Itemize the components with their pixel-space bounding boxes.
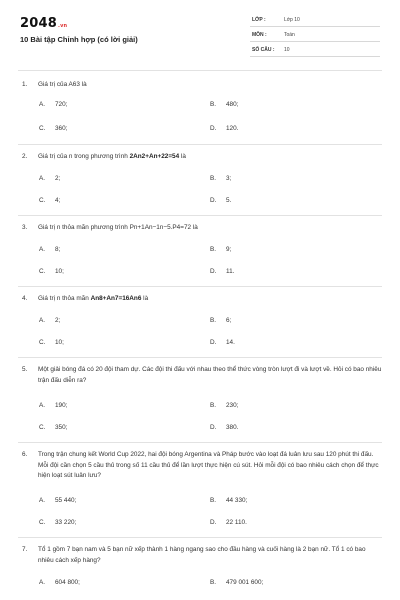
question-text: Giá trị n thỏa mãn phương trình Pn+1An−1n−5.P4=72 là xyxy=(38,224,198,231)
question-text: Một giải bóng đá có 20 đội tham dự. Các đội thi đấu với nhau theo thể thức vòng tròn lượt đi và lượt về. Hỏi có bao nhiêu trận đấu diễn ra? xyxy=(38,366,382,384)
option-b[interactable]: B. 44 330; xyxy=(210,497,248,504)
question-text: Tổ 1 gồm 7 bạn nam và 5 bạn nữ xếp thành 1 hàng ngang sao cho đầu hàng và cuối hàng là 2 bạn nữ. Tổ 1 có bao nhiêu cách xếp hàng? xyxy=(38,546,366,564)
document-title: 10 Bài tập Chỉnh hợp (có lời giải) xyxy=(20,35,138,44)
site-logo[interactable] xyxy=(20,16,67,31)
meta-key: SỐ CÂU : xyxy=(252,47,275,53)
question-number: 5. xyxy=(22,366,28,373)
option-b[interactable]: B. 9; xyxy=(210,246,232,253)
question-number: 6. xyxy=(22,451,28,458)
divider xyxy=(18,215,382,216)
meta-key: MÔN : xyxy=(252,32,267,38)
question-text: Trong trận chung kết World Cup 2022, hai đội bóng Argentina và Pháp bước vào loạt đá luân lưu sau 120 phút thi đấu. Mỗi đội cần chọn 5 cầu thủ trong số 11 cầu thủ để lần lượt thực hiện cú sút. Hỏi mỗi đội có bao nhiêu cách chọn để thực hiện loạt sút luân lưu? xyxy=(38,451,379,479)
option-c[interactable]: C. 10; xyxy=(39,339,64,346)
question-1 xyxy=(22,80,382,132)
question-7 xyxy=(22,545,382,586)
question-number: 4. xyxy=(22,295,28,302)
option-d[interactable]: D. 5. xyxy=(210,197,232,204)
divider xyxy=(18,70,382,71)
question-text: Giá trị của n trong phương trình 2An2+An+22=54 là xyxy=(38,153,186,160)
option-a[interactable]: A. 55 440; xyxy=(39,497,77,504)
question-2 xyxy=(22,152,382,204)
question-3 xyxy=(22,223,382,275)
logo-tld: .vn xyxy=(57,23,68,29)
option-d[interactable]: D. 22 110. xyxy=(210,519,247,526)
option-a[interactable]: A. 2; xyxy=(39,175,61,182)
divider xyxy=(18,286,382,287)
option-d[interactable]: D. 120. xyxy=(210,125,239,132)
option-b[interactable]: B. 230; xyxy=(210,402,239,409)
option-b[interactable]: B. 479 001 600; xyxy=(210,579,264,586)
divider xyxy=(18,357,382,358)
divider xyxy=(18,537,382,538)
meta-value: Lớp 10 xyxy=(284,17,300,23)
divider xyxy=(18,442,382,443)
meta-row-count xyxy=(250,45,380,57)
question-number: 2. xyxy=(22,153,28,160)
logo-text: 2048 xyxy=(20,16,57,31)
option-b[interactable]: B. 480; xyxy=(210,101,239,108)
option-c[interactable]: C. 350; xyxy=(39,424,68,431)
option-d[interactable]: D. 11. xyxy=(210,268,235,275)
meta-row-class xyxy=(250,15,380,27)
option-d[interactable]: D. 14. xyxy=(210,339,235,346)
option-c[interactable]: C. 33 220; xyxy=(39,519,77,526)
question-text: Giá trị của A63 là xyxy=(38,81,87,88)
question-6 xyxy=(22,450,382,526)
option-a[interactable]: A. 190; xyxy=(39,402,68,409)
question-text: Giá trị n thỏa mãn An8+An7=16An6 là xyxy=(38,295,149,302)
question-5 xyxy=(22,365,382,431)
divider xyxy=(18,144,382,145)
option-c[interactable]: C. 4; xyxy=(39,197,61,204)
option-d[interactable]: D. 380. xyxy=(210,424,239,431)
question-4 xyxy=(22,294,382,346)
option-a[interactable]: A. 8; xyxy=(39,246,61,253)
question-number: 7. xyxy=(22,546,28,553)
meta-row-subject xyxy=(250,30,380,42)
option-a[interactable]: A. 2; xyxy=(39,317,61,324)
meta-key: LỚP : xyxy=(252,17,266,23)
meta-value: Toán xyxy=(284,32,295,38)
document-meta xyxy=(250,15,380,60)
option-a[interactable]: A. 720; xyxy=(39,101,68,108)
meta-value: 10 xyxy=(284,47,290,53)
question-number: 1. xyxy=(22,81,28,88)
page-header xyxy=(0,0,400,64)
option-b[interactable]: B. 3; xyxy=(210,175,232,182)
option-c[interactable]: C. 360; xyxy=(39,125,68,132)
option-a[interactable]: A. 604 800; xyxy=(39,579,80,586)
option-c[interactable]: C. 10; xyxy=(39,268,64,275)
question-number: 3. xyxy=(22,224,28,231)
option-b[interactable]: B. 6; xyxy=(210,317,232,324)
